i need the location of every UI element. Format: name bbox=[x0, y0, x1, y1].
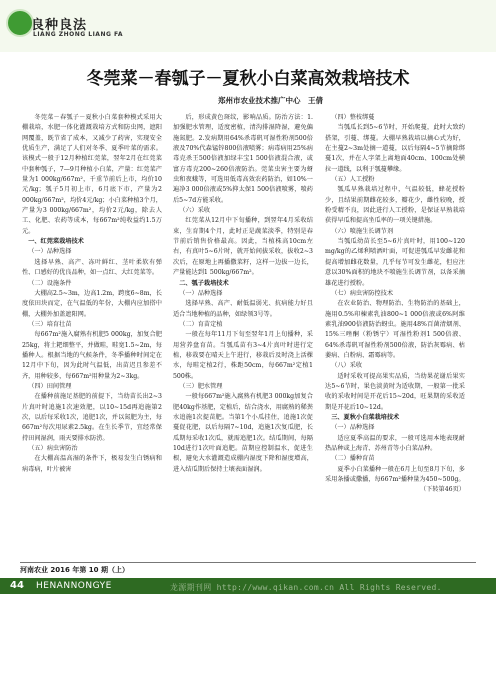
text-column-1 bbox=[22, 113, 162, 475]
paragraph: 一般每667m²施入腐熟有机肥3 000kg加复合肥40kg作基肥，定植后，结合浇水，用腐熟的稀粪水追施1次提苗肥。当第1个小瓜挂住，追施1次促蔓促花肥，以后每隔7~10d，追施1次复瓜肥，长瓜期每采收1次瓜，就需追肥1次。结瓜期间，每隔10d进行1次叶面追肥。苗期应控制温水，促进生根，避免大水灌溉造成棚内湿度下降和湿度增高，进入结瓜期后保持土壤表面湿润。 bbox=[173, 393, 313, 473]
journal-issue: 河南农业 2016 年第 10 期（上） bbox=[20, 566, 129, 574]
section-heading: 二、瓠子栽培技术 bbox=[179, 279, 229, 287]
column-logo: 良种良法 bbox=[31, 18, 88, 33]
section-heading: 一、红莞菜栽培技术 bbox=[28, 238, 84, 246]
paragraph: 当瓠瓜幼苗长至5~6片真叶时，用100~120 mg/kg的乙烯利喷洒叶面，可促进瓠瓜早发雌花和提高增加雌花数量，几乎每节可发生雌花，但应注意以30%面积的地块不喷施生长调节剂，以备采摘雄花进行授粉。 bbox=[325, 238, 465, 287]
paragraph: 当瓠瓜长到5~6节时，开始爬蔓，此时大致约搭架，引蔓、绑蔓。大棚早熟栽培以摘心式为好，在主蔓2~3m处摘一道蔓，以后每隔4~5节摘除绑蔓1次，并在人字架上离地面40cm、100cm处横拉一道线，以利于瓠蔓攀缘。 bbox=[325, 124, 465, 173]
paragraph: 大棚高2.5~3m，边高1.2m，跨度6~8m，长度依田块而定，在气温低的年份，大棚内应加搭中棚，大棚外加盖遮阳网。 bbox=[22, 289, 162, 318]
subsection-heading: （五）病虫害防治 bbox=[28, 445, 78, 452]
subsection-heading: （一）品种选择 bbox=[179, 289, 223, 297]
paragraph: 后，形成黄色斑纹，影响品质。防治方法：1.加强肥水管理，适度密植，清沟排湿降湿，避免偏施氮肥。2.发病期用64%杀毒矾可湿性粉剂500倍液及70%代森锰锌800倍液喷雾；病毒病用25%病毒克杀王500倍液加绿丰宝1 500倍液混合液，或富方毒克200~260倍液防治。莞菜虫害主要为蚜虫和夜蛾等，可选用低毒高效农药防治，如10%一遍净3 000倍液或5%抑太保1 500倍液喷雾，喷药后5~7d方能采收。 bbox=[173, 114, 313, 204]
paragraph: 适时采收可提高果实品质，当幼果花谢后果实达5~6节时，果色淡黄时为适收期，一般第一批采收的采收时间是开花后15~20d，旺果期的采收适期是开花后10~12d。 bbox=[325, 372, 465, 411]
subsection-heading: （一）品种选择 bbox=[28, 248, 72, 256]
paragraph: 选择早熟、高产、冻叶鲜红、茎叶柔软有弹性、口感好的优良品种，如一点红、大红莞菜等。 bbox=[22, 258, 162, 277]
article-title: 冬莞菜－春瓠子－夏秋小白菜高效栽培技术 bbox=[86, 69, 410, 89]
subsection-heading: （五）人工授粉 bbox=[331, 176, 375, 184]
paragraph: 适应夏季高温的要求，一般可选用本地表现耐热品种或上海青、苏州青等小白菜品种。 bbox=[325, 434, 465, 452]
subsection-heading: （六）喷施生长调节剂 bbox=[331, 227, 394, 235]
text-column-2 bbox=[173, 113, 313, 475]
paragraph: 夏季小白菜播种一般在6月上旬至8月下旬，多采用条播或撒播，每667m²播种量为450~500g。 bbox=[325, 465, 465, 484]
subsection-heading: （七）病虫害防控技术 bbox=[331, 289, 394, 297]
paragraph: 瓠瓜早熟栽培过程中，气温较低，蜂花授粉少，且结果前期雌花较多，瓣花少，雌性较晚，授粉受精不良，因此进行人工授粉，是保证早熟栽培获得早瓜和提高坐瓜率的一项关键措施。 bbox=[325, 186, 465, 225]
subsection-heading: （二）播种育苗 bbox=[331, 455, 375, 463]
subsection-heading: （三）培育壮苗 bbox=[28, 320, 72, 328]
paragraph: 一般在每年11月下旬至翌年1月上旬播种，采用营养盘育苗。当瓠瓜苗有3~4片真叶时进行定植，移栽要在晴天上午进行，移栽后及时浇上活棵水，每畦定植2行，株距50cm，每667m²定植1 500株。 bbox=[173, 331, 313, 380]
column-logo-subtitle: LIANG ZHONG LIANG FA bbox=[33, 31, 124, 38]
logo-circle-icon bbox=[6, 9, 34, 37]
paragraph: 在农业防治、物理防治、生物防治的基础上，施用0.5%印楝素乳油800~1 000倍液或6%阿维素乳油900倍液防治蚜虫。施用48%百菌清烟剂、15%三唑酮（粉锈宁）可湿性粉剂1 500倍液、64%杀毒矾可湿性粉剂500倍液，防治灰霉病、枯萎病、白粉病、霜霉病等。 bbox=[325, 300, 465, 359]
paragraph: 在播种前施足基肥的前提下，当幼苗长出2~3片真叶时追施1次速效肥，以10~15d再追施第2次，以后每采收1次，追肥1次，并以氮肥为主，每667m²每次用尿素2.5kg。在生长季节，宜经常保持田间湿润，雨天要排水防涝。 bbox=[22, 393, 162, 442]
footer-rule bbox=[20, 562, 476, 563]
journal-name: HENANNONGYE bbox=[36, 581, 112, 591]
paragraph: 红莞菜从12月中下旬播种，到翌年4月采收结束，生育期4个月，此时正是蔬菜淡季，特别是春节前后销售价格最高。因此，当植株高10cm左右，有真叶5~6片时，就开始间拔采收，拔收2~3次后，在原地上再播撒菜籽，这样一边拔一边长，产量能达到1 500kg/667m²。 bbox=[173, 217, 313, 277]
paragraph: 在大棚高温高湿的条件下，极易发生白锈病和病毒病，叶片被害 bbox=[22, 455, 162, 473]
watermark-text: 龙源期刊网 http://www.qikan.com.cn All Rights Reserved. bbox=[170, 583, 442, 592]
text-column-3 bbox=[325, 113, 465, 496]
paragraph: 冬莞菜－春瓠子－夏秋小白菜套种模式采用大棚栽培，水肥一体化灌溉栽培方式和防虫网，遮阳网覆盖，既节省了成本，又减少了药害，实现安全优质生产，满足了人们对冬季、夏季叶菜的需求。该模式一般于12月种植红莞菜，翌年2月在红莞菜中套种瓠子，7—9月种植小白菜，产量：红莞菜产量为1 000kg/667m²，千重节前后上市，均价10元/kg；瓠子5月初上市，6月底下市，产量为2 000kg/667m²，均价4元/kg；小白菜种植3个月，产量为3 000kg/667m²，均价2元/kg，除去人工、化肥、农药等成本，每667m²纯收益约1.5万元。 bbox=[22, 114, 162, 235]
subsection-heading: （二）育苗定植 bbox=[179, 320, 223, 328]
subsection-heading: （三）肥水管理 bbox=[179, 382, 223, 390]
paragraph: 选择早熟、高产、耐低温弱光、抗病能力好且适合当地种植的品种，如绿领3号等。 bbox=[173, 300, 313, 318]
continuation-note: （下转第46页） bbox=[420, 486, 465, 494]
section-heading: 三、夏秋小白菜栽培技术 bbox=[331, 413, 400, 421]
subsection-heading: （四）田间管理 bbox=[28, 382, 72, 390]
article-author: 郑州市农业技术推广中心 王倩 bbox=[218, 96, 323, 105]
paragraph: 每667m²施入腐熟有机肥5 000kg，加复合肥25kg，将土耙细整平，并做畦，畦宽1.5~2m，每播种人。根据当地的气候条件，冬季播种时间定在12月中下旬，因为此时气温低，出苗迟且参差不齐，用种较多，每667m²用种量为2~3kg。 bbox=[22, 331, 162, 380]
page-number: 44 bbox=[10, 580, 24, 591]
subsection-heading: （二）设施条件 bbox=[28, 279, 72, 287]
subsection-heading: （一）品种选择 bbox=[331, 424, 375, 432]
subsection-heading: （六）采收 bbox=[179, 207, 211, 215]
subsection-heading: （八）采收 bbox=[331, 362, 363, 370]
subsection-heading: （四）整枝绑蔓 bbox=[331, 114, 375, 121]
